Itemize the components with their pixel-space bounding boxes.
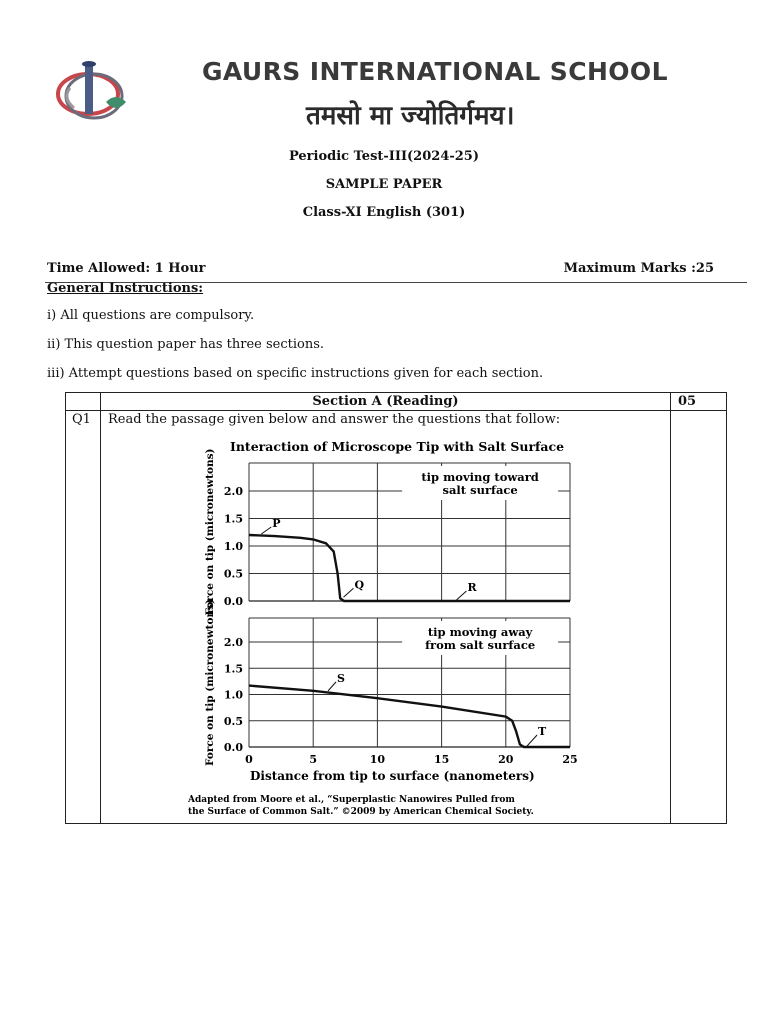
chart-toward-surface [204,449,570,616]
instruction-1: i) All questions are compulsory. [47,308,255,323]
y-axis-label: Force on tip (micronewtons) [204,448,216,616]
point-leader-line [456,591,466,600]
series-line [249,535,570,601]
paper-type: SAMPLE PAPER [325,177,443,192]
point-label: T [538,725,547,738]
y-tick-label: 1.0 [223,540,243,553]
y-tick-label: 1.5 [223,662,243,676]
chart-annotation: salt surface [442,483,518,497]
point-leader-line [343,588,353,597]
time-allowed: Time Allowed: 1 Hour [47,261,206,276]
instruction-2: ii) This question paper has three sections. [47,337,325,352]
y-tick-label: 0.0 [223,741,243,754]
x-axis-label: Distance from tip to surface (nanometers) [250,769,535,783]
figure-title: Interaction of Microscope Tip with Salt Surface [230,439,565,454]
x-tick-label: 0 [245,753,253,766]
y-tick-label: 0.5 [223,567,243,581]
point-leader-line [527,735,537,746]
instruction-3: iii) Attempt questions based on specific instructions given for each section. [47,366,544,381]
chart-away-from-surface [204,599,578,766]
point-label: S [337,671,345,685]
test-title: Periodic Test-III(2024-25) [288,149,479,164]
table-divider [66,410,726,411]
y-tick-label: 0.0 [223,595,243,608]
maximum-marks: Maximum Marks :25 [563,261,714,276]
chart-annotation: from salt surface [425,638,536,652]
y-tick-label: 2.0 [223,485,243,498]
x-tick-label: 25 [562,753,578,766]
x-tick-label: 20 [498,753,514,766]
y-tick-label: 1.5 [223,512,243,526]
chart-annotation: tip moving away [427,625,533,639]
chart-annotation: tip moving toward [421,470,539,484]
instructions-heading: General Instructions: [47,281,204,296]
school-logo [50,58,132,124]
section-title: Section A (Reading) [312,394,459,409]
y-tick-label: 0.5 [223,714,243,728]
point-label: Q [354,578,365,592]
y-tick-label: 1.0 [223,688,243,702]
class-subject: Class-XI English (301) [302,205,466,220]
force-chart-figure [180,432,610,822]
x-tick-label: 5 [309,753,318,766]
figure-caption-line-2: the Surface of Common Salt.” ©2009 by American Chemical Society. [188,807,534,817]
question-text: Read the passage given below and answer the questions that follow: [108,412,561,427]
y-axis-label: Force on tip (micronewtons) [204,599,216,766]
section-marks: 05 [678,394,697,409]
table-divider [670,393,671,823]
x-tick-label: 15 [433,753,450,766]
school-motto: तमसो मा ज्योतिर्गमय। [306,101,515,131]
point-leader-line [328,682,336,691]
point-leader-line [261,527,271,534]
x-tick-label: 10 [369,753,386,766]
point-label: P [272,517,281,530]
y-tick-label: 2.0 [223,636,243,649]
figure-caption-line-1: Adapted from Moore et al., “Superplastic Nanowires Pulled from [188,795,515,805]
point-label: R [467,581,477,594]
table-divider [100,393,101,823]
question-number: Q1 [72,412,91,427]
school-name: GAURS INTERNATIONAL SCHOOL [202,57,668,86]
